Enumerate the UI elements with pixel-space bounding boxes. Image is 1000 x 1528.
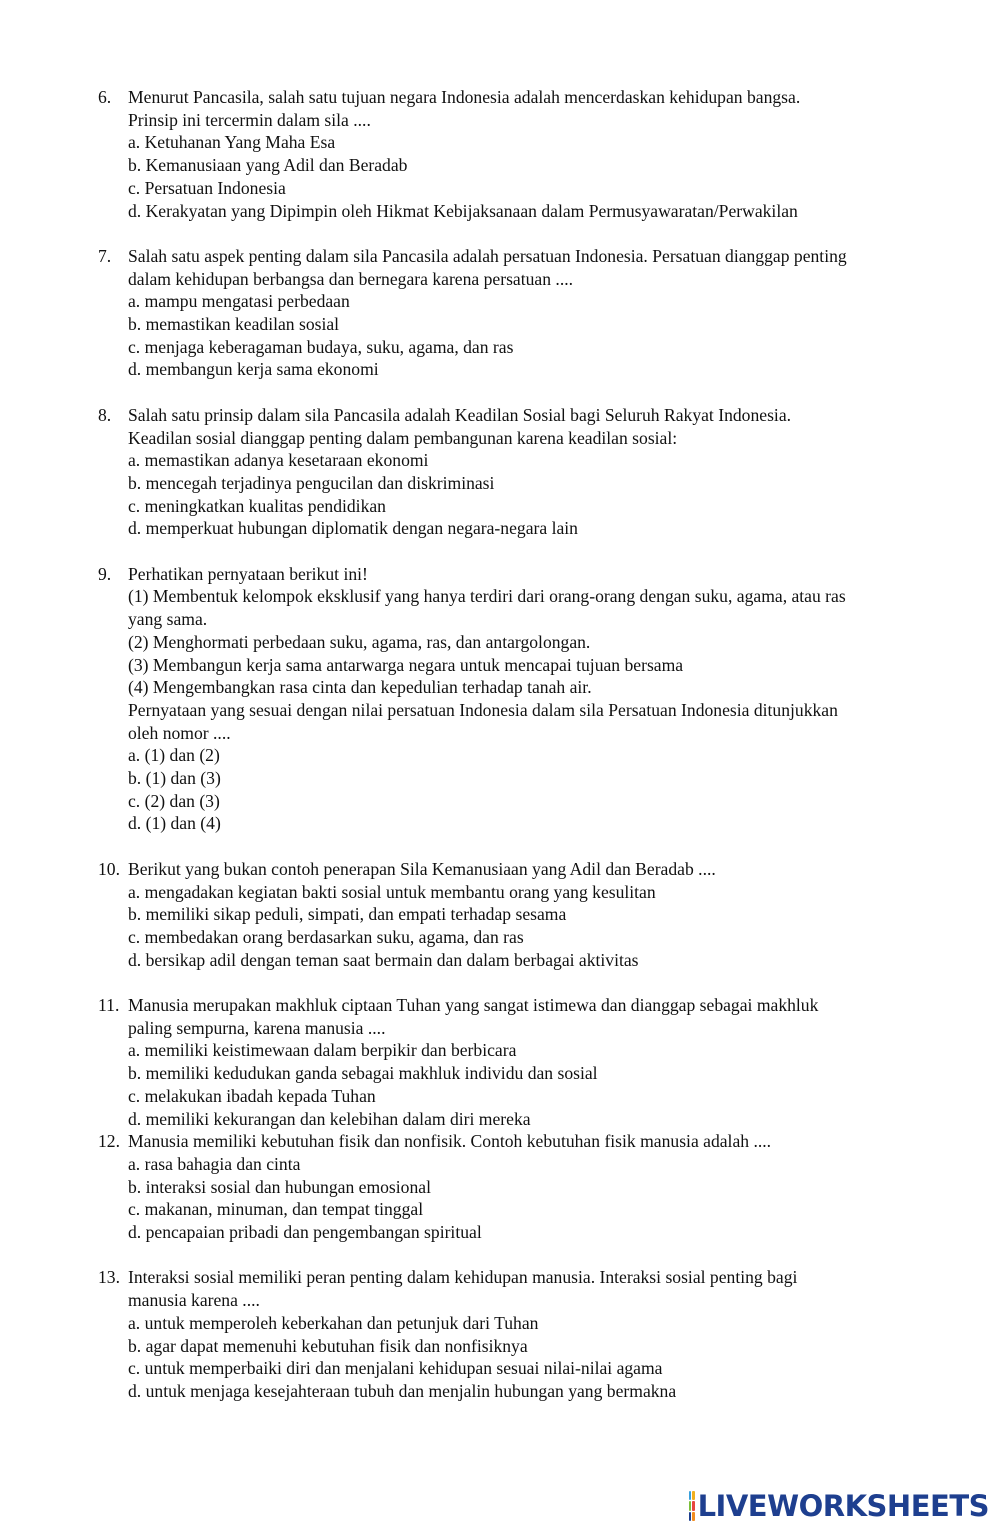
question-number: 9. (98, 563, 112, 584)
answer-option-a: a. untuk memperoleh keberkahan dan petunjuk dari Tuhan (128, 1312, 539, 1333)
answer-option-c: c. makanan, minuman, dan tempat tinggal (128, 1199, 424, 1220)
answer-option-b: b. Kemanusiaan yang Adil dan Beradab (128, 155, 408, 176)
answer-option-c: c. Persatuan Indonesia (128, 177, 286, 198)
answer-option-a: a. mampu mengatasi perbedaan (128, 291, 350, 312)
question-text-line: yang sama. (128, 609, 208, 630)
question-11 (0, 994, 1000, 1130)
question-text-line: Salah satu aspek penting dalam sila Pancasila adalah persatuan Indonesia. Persatuan dianggap penting (128, 245, 847, 266)
answer-option-a: a. Ketuhanan Yang Maha Esa (128, 132, 336, 153)
question-9 (0, 563, 1000, 835)
question-10 (0, 858, 1000, 972)
question-stem (0, 994, 1000, 1039)
question-text-line: Keadilan sosial dianggap penting dalam pembangunan karena keadilan sosial: (128, 427, 678, 448)
question-text-line: manusia karena .... (128, 1290, 260, 1311)
answer-option-d: d. untuk menjaga kesejahteraan tubuh dan menjalin hubungan yang bermakna (128, 1380, 677, 1401)
question-6 (0, 86, 1000, 222)
watermark-text: LIVEWORKSHEETS (697, 1489, 989, 1523)
answer-option-c: c. melakukan ibadah kepada Tuhan (128, 1085, 376, 1106)
question-text-line: Manusia memiliki kebutuhan fisik dan nonfisik. Contoh kebutuhan fisik manusia adalah .... (128, 1131, 772, 1152)
question-number: 13. (98, 1267, 120, 1288)
question-text-line: Berikut yang bukan contoh penerapan Sila Kemanusiaan yang Adil dan Beradab .... (128, 858, 716, 879)
question-stem (0, 858, 1000, 881)
answer-option-d: d. memperkuat hubungan diplomatik dengan negara-negara lain (128, 518, 578, 539)
question-stem (0, 563, 1000, 745)
question-stem (0, 1130, 1000, 1153)
question-text-line: Interaksi sosial memiliki peran penting dalam kehidupan manusia. Interaksi sosial penting bagi (128, 1267, 798, 1288)
question-text-line: (2) Menghormati perbedaan suku, agama, ras, dan antargolongan. (128, 631, 591, 652)
answer-option-b: b. agar dapat memenuhi kebutuhan fisik dan nonfisiknya (128, 1335, 528, 1356)
answer-option-d: d. Kerakyatan yang Dipimpin oleh Hikmat Kebijaksanaan dalam Permusyawaratan/Perwakilan (128, 200, 798, 221)
liveworksheets-watermark (689, 1488, 989, 1524)
question-8 (0, 404, 1000, 540)
question-12 (0, 1130, 1000, 1244)
answer-option-d: d. (1) dan (4) (128, 813, 221, 834)
answer-option-a: a. memastikan adanya kesetaraan ekonomi (128, 450, 429, 471)
question-text-line: Perhatikan pernyataan berikut ini! (128, 563, 368, 584)
answer-option-b: b. interaksi sosial dan hubungan emosional (128, 1176, 431, 1197)
answer-option-d: d. pencapaian pribadi dan pengembangan spiritual (128, 1222, 482, 1243)
question-number: 10. (98, 858, 120, 879)
answer-option-d: d. bersikap adil dengan teman saat bermain dan dalam berbagai aktivitas (128, 949, 639, 970)
answer-option-b: b. (1) dan (3) (128, 768, 221, 789)
answer-option-c: c. meningkatkan kualitas pendidikan (128, 495, 386, 516)
question-7 (0, 245, 1000, 381)
question-stem (0, 1266, 1000, 1311)
question-stem (0, 86, 1000, 131)
question-text-line: Menurut Pancasila, salah satu tujuan negara Indonesia adalah mencerdaskan kehidupan bangsa. (128, 87, 801, 107)
question-number: 6. (98, 87, 112, 107)
question-text-line: (3) Membangun kerja sama antarwarga negara untuk mencapai tujuan bersama (128, 654, 684, 675)
answer-option-a: a. memiliki keistimewaan dalam berpikir dan berbicara (128, 1040, 517, 1061)
question-number: 7. (98, 245, 112, 266)
question-number: 11. (98, 995, 120, 1016)
question-text-line: Salah satu prinsip dalam sila Pancasila adalah Keadilan Sosial bagi Seluruh Rakyat Indonesia. (128, 404, 792, 425)
question-13 (0, 1266, 1000, 1402)
question-text-line: dalam kehidupan berbangsa dan bernegara karena persatuan .... (128, 268, 574, 289)
question-text-line: Pernyataan yang sesuai dengan nilai persatuan Indonesia dalam sila Persatuan Indonesia ditunjukkan (128, 699, 838, 720)
answer-option-a: a. rasa bahagia dan cinta (128, 1153, 301, 1174)
answer-option-d: d. membangun kerja sama ekonomi (128, 359, 379, 380)
question-text-line: paling sempurna, karena manusia .... (128, 1017, 386, 1038)
answer-option-c: c. untuk memperbaiki diri dan menjalani kehidupan sesuai nilai-nilai agama (128, 1358, 663, 1379)
worksheet (0, 86, 1000, 1425)
question-text-line: (4) Mengembangkan rasa cinta dan kepedulian terhadap tanah air. (128, 677, 592, 698)
answer-option-b: b. memiliki sikap peduli, simpati, dan empati terhadap sesama (128, 904, 567, 925)
answer-option-a: a. (1) dan (2) (128, 745, 220, 766)
answer-option-b: b. memastikan keadilan sosial (128, 314, 340, 335)
answer-option-c: c. membedakan orang berdasarkan suku, agama, dan ras (128, 926, 524, 947)
answer-option-c: c. (2) dan (3) (128, 790, 220, 811)
answer-option-b: b. mencegah terjadinya pengucilan dan diskriminasi (128, 472, 495, 493)
answer-option-d: d. memiliki kekurangan dan kelebihan dalam diri mereka (128, 1108, 531, 1129)
answer-option-b: b. memiliki kedudukan ganda sebagai makhluk individu dan sosial (128, 1063, 598, 1084)
question-text-line: oleh nomor .... (128, 722, 231, 743)
question-number: 8. (98, 404, 112, 425)
answer-option-c: c. menjaga keberagaman budaya, suku, agama, dan ras (128, 336, 514, 357)
question-text-line: (1) Membentuk kelompok eksklusif yang hanya terdiri dari orang-orang dengan suku, agama, atau ras (128, 586, 846, 607)
question-stem (0, 404, 1000, 449)
question-text-line: Manusia merupakan makhluk ciptaan Tuhan yang sangat istimewa dan dianggap sebagai makhluk (128, 995, 819, 1016)
question-number: 12. (98, 1131, 120, 1152)
question-stem (0, 245, 1000, 290)
answer-option-a: a. mengadakan kegiatan bakti sosial untuk membantu orang yang kesulitan (128, 881, 656, 902)
question-text-line: Prinsip ini tercermin dalam sila .... (128, 109, 371, 130)
liveworksheets-logo-icon (689, 1491, 695, 1521)
